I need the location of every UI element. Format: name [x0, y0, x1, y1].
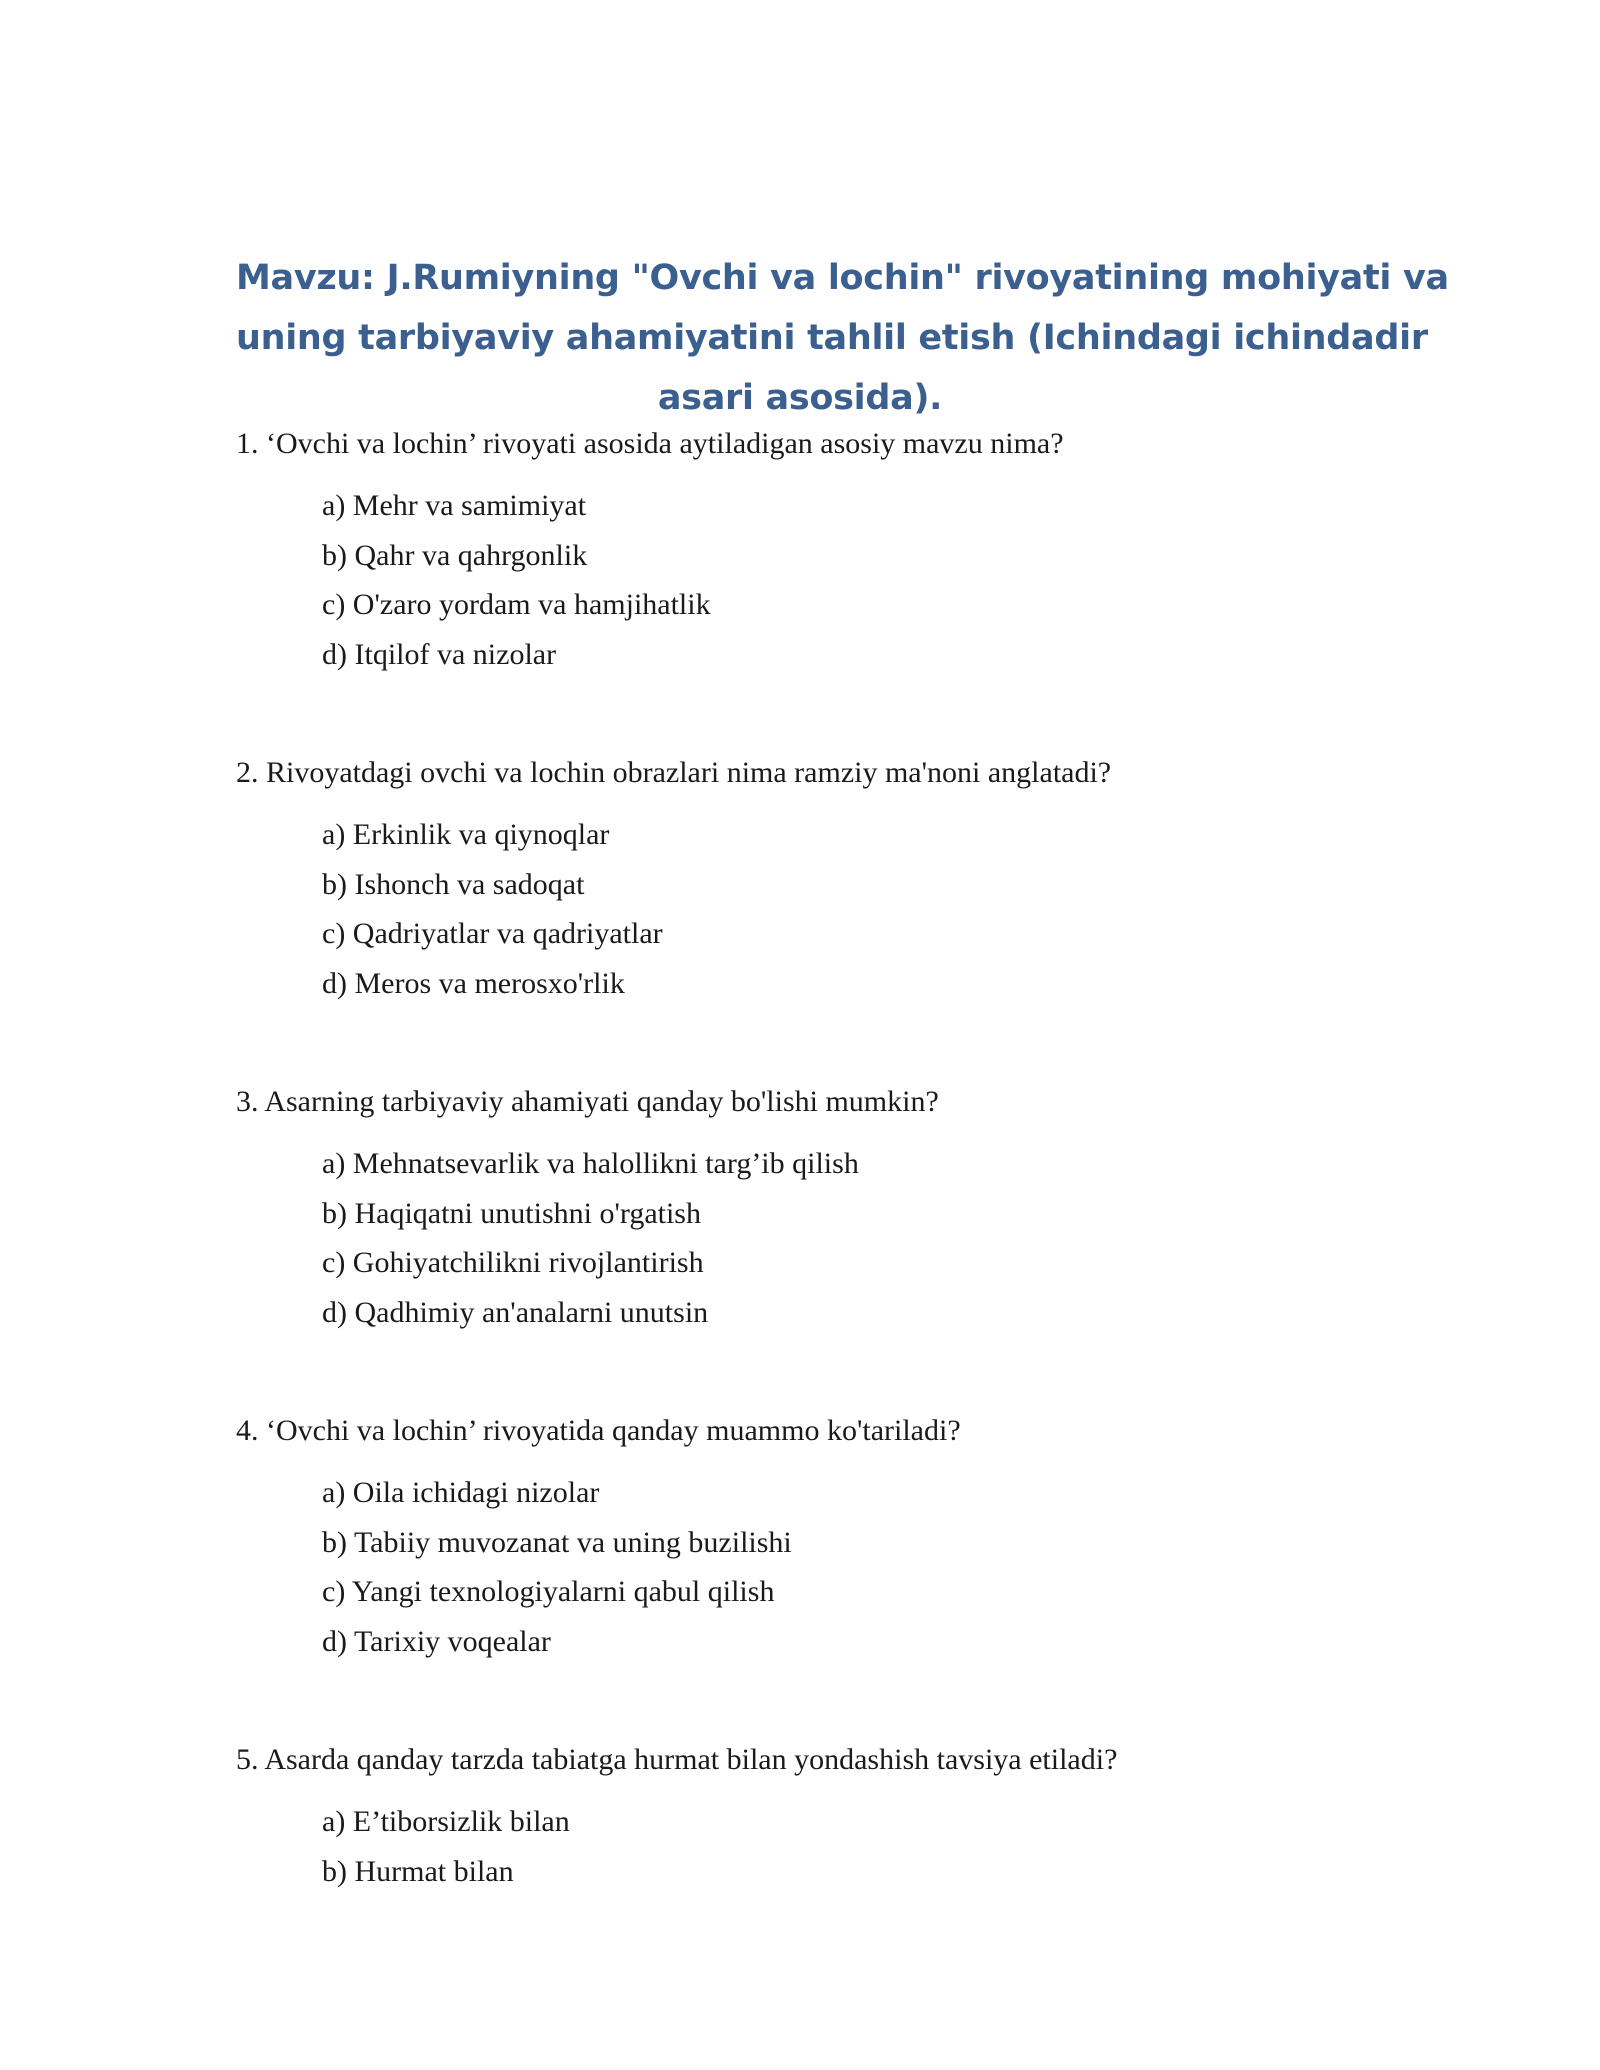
answer-options — [236, 481, 1436, 679]
answer-option-b: b) Ishonch va sadoqat — [322, 867, 585, 901]
question-5 — [236, 1740, 1436, 1896]
question-1 — [236, 424, 1436, 679]
answer-options — [236, 1468, 1436, 1666]
title-line: Mavzu: J.Rumiyning "Ovchi va lochin" rivoyatining mohiyati va — [236, 258, 1449, 298]
question-text: 4. ‘Ovchi va lochin’ rivoyatida qanday muammo ko'tariladi? — [236, 1414, 961, 1447]
answer-options — [236, 1797, 1436, 1896]
title-line: asari asosida). — [657, 378, 943, 418]
question-text: 2. Rivoyatdagi ovchi va lochin obrazlari nima ramziy ma'noni anglatadi? — [236, 756, 1112, 789]
spacer — [236, 1337, 1436, 1411]
answer-options — [236, 810, 1436, 1008]
answer-option-d: d) Meros va merosxo'rlik — [322, 966, 625, 1000]
question-text: 1. ‘Ovchi va lochin’ rivoyati asosida aytiladigan asosiy mavzu nima? — [236, 427, 1064, 460]
answer-option-d: d) Itqilof va nizolar — [322, 637, 557, 671]
answer-option-b: b) Qahr va qahrgonlik — [322, 538, 588, 572]
title-line: uning tarbiyaviy ahamiyatini tahlil etish (Ichindagi ichindadir — [236, 318, 1428, 358]
answer-option-c: c) O'zaro yordam va hamjihatlik — [322, 588, 711, 621]
answer-option-a: a) Mehnatsevarlik va halollikni targ’ib qilish — [322, 1147, 859, 1180]
answer-option-c: c) Yangi texnologiyalarni qabul qilish — [322, 1575, 775, 1608]
spacer — [236, 679, 1436, 753]
document-title — [236, 248, 1449, 428]
question-2 — [236, 753, 1436, 1008]
question-3 — [236, 1082, 1436, 1337]
answer-option-b: b) Hurmat bilan — [322, 1854, 514, 1888]
answer-option-c: c) Qadriyatlar va qadriyatlar — [322, 917, 663, 950]
question-text: 3. Asarning tarbiyaviy ahamiyati qanday bo'lishi mumkin? — [236, 1085, 939, 1118]
answer-option-a: a) E’tiborsizlik bilan — [322, 1805, 570, 1838]
spacer — [236, 1008, 1436, 1082]
answer-option-c: c) Gohiyatchilikni rivojlantirish — [322, 1246, 704, 1279]
answer-option-d: d) Qadhimiy an'analarni unutsin — [322, 1295, 709, 1329]
answer-option-a: a) Oila ichidagi nizolar — [322, 1476, 600, 1509]
answer-option-d: d) Tarixiy voqealar — [322, 1624, 551, 1658]
answer-option-a: a) Erkinlik va qiynoqlar — [322, 818, 610, 851]
answer-option-b: b) Tabiiy muvozanat va uning buzilishi — [322, 1525, 792, 1559]
question-list — [236, 424, 1436, 1896]
answer-options — [236, 1139, 1436, 1337]
answer-option-a: a) Mehr va samimiyat — [322, 489, 587, 522]
spacer — [236, 1666, 1436, 1740]
answer-option-b: b) Haqiqatni unutishni o'rgatish — [322, 1196, 701, 1230]
question-4 — [236, 1411, 1436, 1666]
question-text: 5. Asarda qanday tarzda tabiatga hurmat bilan yondashish tavsiya etiladi? — [236, 1743, 1118, 1776]
